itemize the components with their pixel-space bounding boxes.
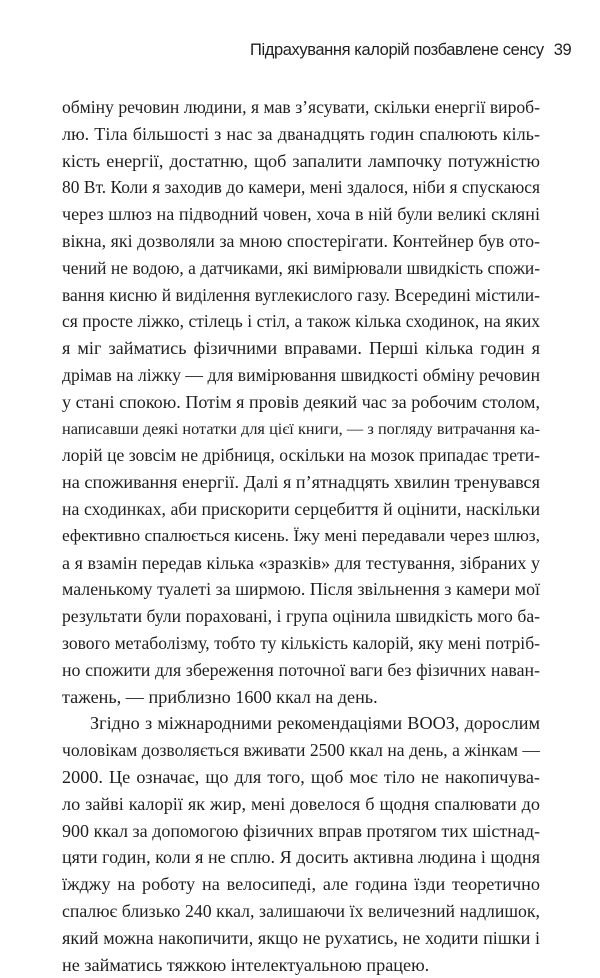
paragraph: [62, 94, 540, 710]
text-line: зового метаболізму, тобто ту кількість калорій, яку мені потріб-: [62, 630, 540, 657]
text-line: на споживання енергії. Далі я п’ятнадцять хвилин тренувався: [62, 469, 540, 496]
text-line: цяти годин, коли я не сплю. Я досить активна людина і щодня: [62, 844, 540, 871]
running-head: [250, 40, 542, 60]
body-text: [62, 94, 540, 978]
text-line: Згідно з міжнародними рекомендаціями ВООЗ, дорослим: [62, 710, 540, 737]
text-line: написавши деякі нотатки для цієї книги, — з погляду витрачання ка-: [62, 416, 540, 443]
text-line: вікна, які дозволяли за мною спостерігати. Контейнер був ото-: [62, 228, 540, 255]
text-line: 80 Вт. Коли я заходив до камери, мені здалося, ніби я спускаюся: [62, 174, 540, 201]
text-line: чений не водою, а датчиками, які вимірювали швидкість спожи-: [62, 255, 540, 282]
text-line: 2000. Це означає, що для того, щоб моє тіло не накопичува-: [62, 764, 540, 791]
text-line: який можна накопичити, якщо не рухатись, не ходити пішки і: [62, 925, 540, 952]
text-line: а я взамін передав кілька «зразків» для тестування, зібраних у: [62, 550, 540, 577]
text-line: ефективно спалюється кисень. Їжу мені передавали через шлюз,: [62, 523, 540, 550]
text-line: у стані спокою. Потім я провів деякий час за робочим столом,: [62, 389, 540, 416]
text-line: результати були пораховані, і група оцінила швидкість мого ба-: [62, 603, 540, 630]
text-line: тажень, — приблизно 1600 ккал на день.: [62, 684, 540, 711]
text-line: їжджу на роботу на велосипеді, але година їзди теоретично: [62, 871, 540, 898]
text-line: ся просте ліжко, стілець і стіл, а також кілька сходинок, на яких: [62, 308, 540, 335]
text-line: кість енергії, достатню, щоб запалити лампочку потужністю: [62, 148, 540, 175]
text-line: через шлюз на підводний човен, хоча в ній були великі скляні: [62, 201, 540, 228]
text-line: вання кисню й виділення вуглекислого газу. Всередині містили-: [62, 282, 540, 309]
text-line: 900 ккал за допомогою фізичних вправ протягом тих шістнад-: [62, 818, 540, 845]
text-line: спалює близько 240 ккал, залишаючи їх величезний надлишок,: [62, 898, 540, 925]
text-line: я міг займатись фізичними вправами. Перші кілька годин я: [62, 335, 540, 362]
text-line: лорій це зовсім не дрібниця, оскільки на мозок припадає трети-: [62, 442, 540, 469]
text-line: дрімав на ліжку — для вимірювання швидкості обміну речовин: [62, 362, 540, 389]
text-line: чоловікам дозволяється вживати 2500 ккал на день, а жінкам —: [62, 737, 540, 764]
page-number: 39: [554, 40, 572, 60]
text-line: маленькому туалеті за ширмою. Після звільнення з камери мої: [62, 576, 540, 603]
paragraph: [62, 710, 540, 978]
text-line: но спожити для збереження поточної ваги без фізичних наван-: [62, 657, 540, 684]
text-line: ло зайві калорії як жир, мені довелося б щодня спалювати до: [62, 791, 540, 818]
text-line: на сходинках, аби прискорити серцебиття й оцінити, наскільки: [62, 496, 540, 523]
text-line: не займатись тяжкою інтелектуальною працею.: [62, 952, 540, 978]
running-title: Підрахування калорій позбавлене сенсу: [250, 41, 544, 59]
text-line: обміну речовин людини, я мав з’ясувати, скільки енергії вироб-: [62, 94, 540, 121]
text-line: лю. Тіла більшості з нас за дванадцять годин спалюють кіль-: [62, 121, 540, 148]
